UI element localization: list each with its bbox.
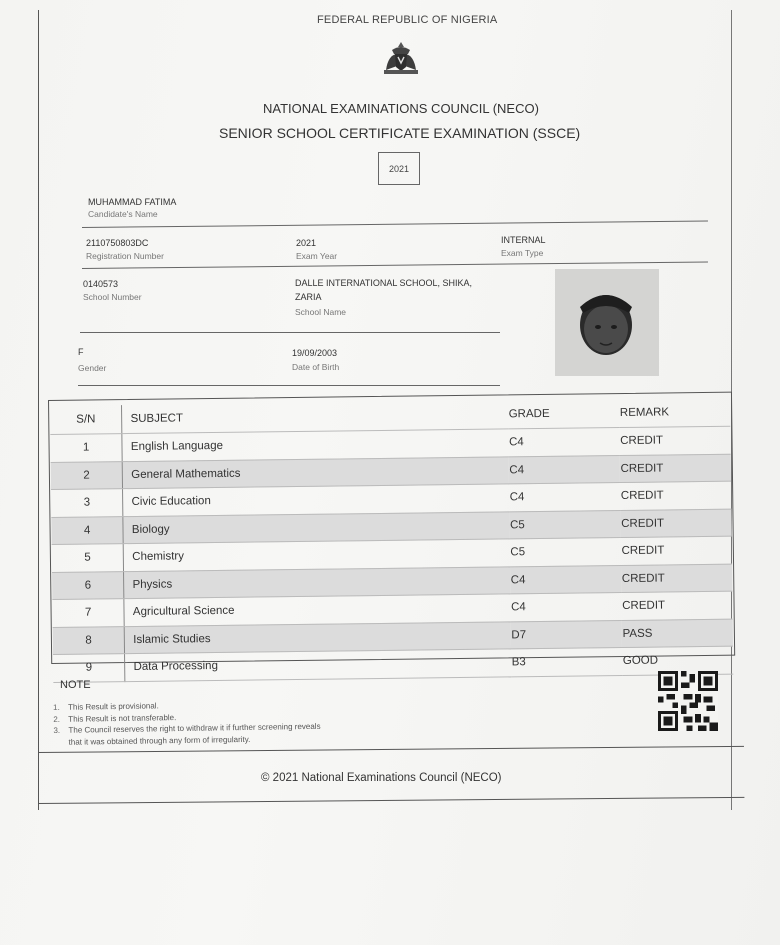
gender-label: Gender — [78, 363, 107, 373]
coat-of-arms-icon — [378, 40, 424, 76]
row-remark: CREDIT — [621, 591, 733, 620]
column-header-sn: S/N — [50, 405, 122, 434]
row-subject: Data Processing — [125, 649, 511, 681]
row-grade: C4 — [510, 565, 621, 594]
column-header-grade: GRADE — [508, 399, 619, 429]
school-name-label: School Name — [295, 307, 347, 317]
note-item-text: This Result is provisional. — [68, 701, 159, 712]
divider — [78, 385, 500, 386]
row-subject: Islamic Studies — [125, 621, 511, 653]
row-subject: Civic Education — [123, 484, 509, 516]
row-grade: C4 — [508, 455, 619, 484]
row-remark: GOOD — [622, 646, 734, 675]
row-sn: 7 — [52, 599, 124, 627]
row-sn: 4 — [51, 516, 123, 544]
row-remark: CREDIT — [620, 536, 732, 565]
row-remark: CREDIT — [619, 426, 731, 455]
school-name-line1: DALLE INTERNATIONAL SCHOOL, SHIKA, — [295, 278, 473, 288]
column-header-subject: SUBJECT — [122, 400, 508, 433]
results-table — [50, 398, 733, 683]
exam-title: SENIOR SCHOOL CERTIFICATE EXAMINATION (SSCE) — [219, 125, 581, 141]
row-sn: 1 — [50, 434, 122, 462]
row-grade: B3 — [511, 648, 622, 677]
row-remark: CREDIT — [621, 564, 733, 593]
row-sn: 6 — [52, 571, 124, 599]
qr-code-icon — [658, 671, 718, 731]
copyright-text: © 2021 National Examinations Council (NECO) — [261, 772, 502, 784]
row-subject: Biology — [123, 511, 509, 543]
row-subject: English Language — [122, 429, 508, 461]
note-item-text: The Council reserves the right to withdraw it if further screening reveals — [68, 721, 321, 735]
divider — [80, 332, 500, 333]
candidate-name: MUHAMMAD FATIMA — [88, 197, 177, 207]
note-item-text: This Result is not transferable. — [68, 712, 177, 724]
school-name-line2: ZARIA — [295, 292, 322, 302]
row-grade: C5 — [509, 510, 620, 539]
row-sn: 3 — [51, 489, 123, 517]
council-title: NATIONAL EXAMINATIONS COUNCIL (NECO) — [263, 101, 539, 116]
row-sn: 9 — [53, 654, 125, 682]
row-grade: C4 — [510, 593, 621, 622]
date-of-birth: 19/09/2003 — [292, 348, 338, 358]
school-number: 0140573 — [83, 279, 119, 289]
row-grade: D7 — [510, 620, 621, 649]
exam-year-box: 2021 — [378, 152, 420, 185]
exam-year-label: Exam Year — [296, 251, 338, 261]
exam-type-label: Exam Type — [501, 248, 544, 258]
row-remark: PASS — [621, 619, 733, 648]
row-remark: CREDIT — [619, 454, 731, 483]
row-subject: Physics — [124, 566, 510, 598]
candidate-photo — [555, 269, 659, 376]
gender: F — [78, 347, 84, 357]
candidate-name-label: Candidate's Name — [88, 209, 158, 219]
note-list — [53, 698, 321, 748]
note-item-text: that it was obtained through any form of irregularity. — [68, 734, 251, 747]
row-remark: CREDIT — [620, 509, 732, 538]
column-header-remark: REMARK — [619, 398, 731, 428]
date-of-birth-label: Date of Birth — [292, 362, 340, 372]
row-subject: Chemistry — [124, 539, 510, 571]
note-item-number: 1. — [53, 702, 60, 712]
row-subject: Agricultural Science — [124, 594, 510, 626]
row-sn: 5 — [52, 544, 124, 572]
row-subject: General Mathematics — [123, 456, 509, 488]
row-sn: 8 — [53, 626, 125, 654]
registration-number: 2110750803DC — [86, 238, 149, 248]
country-title: FEDERAL REPUBLIC OF NIGERIA — [317, 14, 498, 26]
row-remark: CREDIT — [620, 481, 732, 510]
note-item-number: 2. — [53, 714, 61, 724]
note-title: NOTE — [60, 679, 91, 691]
row-grade: C5 — [509, 538, 620, 567]
row-sn: 2 — [51, 461, 123, 489]
note-item-number: 3. — [53, 725, 61, 735]
exam-year: 2021 — [296, 238, 317, 248]
registration-number-label: Registration Number — [86, 251, 164, 261]
row-grade: C4 — [509, 483, 620, 512]
school-number-label: School Number — [83, 292, 142, 302]
row-grade: C4 — [508, 428, 619, 457]
exam-type: INTERNAL — [501, 235, 546, 245]
